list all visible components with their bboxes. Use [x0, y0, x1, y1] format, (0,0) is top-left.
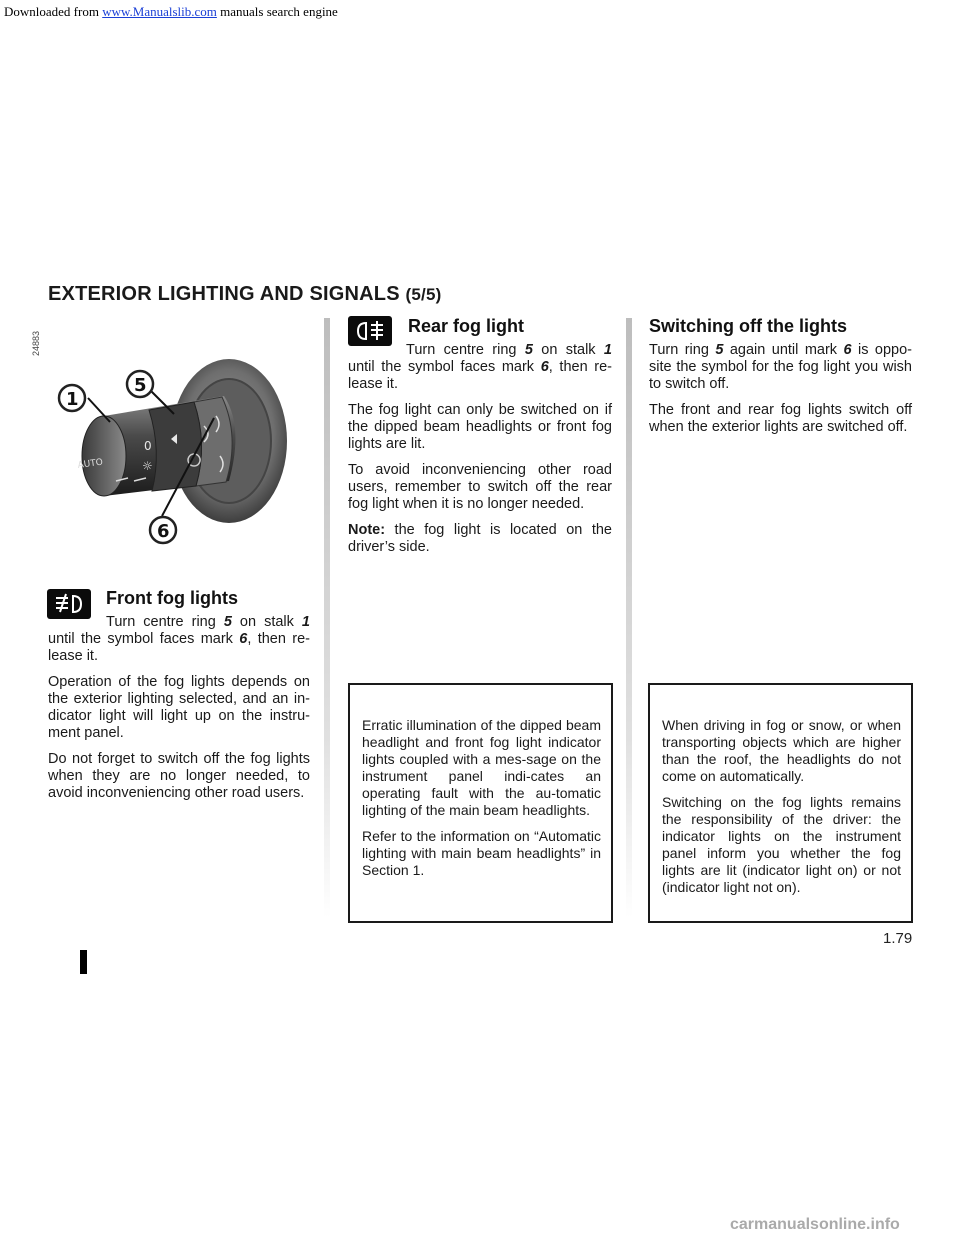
section-part: (5/5)	[405, 285, 442, 304]
note-middle-text-1: Erratic illumination of the dipped beam headlight and front fog light indicator lights coupled with a mes-sage on the instrument panel indi-cates an operating fault with the au-tomatic lighting of the main beam headlights.	[362, 717, 601, 818]
rear-fog-condition: The fog light can only be switched on if the dipped beam headlights or front fog lights are lit.	[348, 402, 612, 452]
header-suffix: manuals search engine	[220, 4, 338, 19]
section-title-text: EXTERIOR LIGHTING AND SIGNALS	[48, 283, 400, 305]
section-title	[48, 283, 441, 306]
note-box-middle	[348, 683, 613, 923]
switch-off-instruction: Turn ring 5 again until mark 6 is oppo-site the symbol for the fog light you wish to switch off.	[649, 342, 912, 392]
rear-fog-note: Note: the fog light is located on the driver’s side.	[348, 522, 612, 555]
manualslib-link[interactable]: www.Manualslib.com	[102, 4, 217, 19]
stalk-auto-label: AUTO	[77, 457, 104, 471]
figure-code: 24883	[31, 330, 41, 356]
front-fog-heading: Front fog lights	[106, 588, 238, 608]
callout-6-label: 6	[157, 521, 170, 542]
download-header	[4, 4, 338, 20]
note-middle-text-2: Refer to the information on “Automatic lighting with main beam headlights” in Section 1.	[362, 828, 601, 878]
switch-off-heading: Switching off the lights	[649, 316, 847, 336]
rear-fog-reminder: To avoid inconveniencing other road users, remember to switch off the rear fog light when it is no longer needed.	[348, 462, 612, 512]
column-divider-right	[626, 318, 632, 918]
front-fog-instruction: Turn centre ring 5 on stalk 1 until the symbol faces mark 6, then re-lease it.	[48, 614, 310, 664]
sidelight-symbol-icon: ☼	[142, 459, 153, 473]
footer-watermark: carmanualsonline.info	[730, 1216, 900, 1233]
page-edge-mark	[80, 950, 87, 974]
stalk-illustration	[44, 356, 306, 546]
front-fog-reminder: Do not forget to switch off the fog lights when they are no longer needed, to avoid inconveniencing other road users.	[48, 751, 310, 801]
switch-off-body	[649, 342, 912, 445]
callout-1-label: 1	[66, 389, 79, 410]
rear-fog-body	[348, 342, 612, 565]
note-right-text-2: Switching on the fog lights remains the responsibility of the driver: the indicator lights on the instrument panel inform you whether the fog lights are lit (indicator light on) or not (indicator light not on).	[662, 794, 901, 895]
rear-fog-heading: Rear fog light	[408, 316, 524, 336]
switch-off-behaviour: The front and rear fog lights switch off when the exterior lights are switched off.	[649, 402, 912, 435]
callout-5-label: 5	[134, 375, 147, 396]
front-fog-body	[48, 614, 310, 811]
rear-fog-instruction: Turn centre ring 5 on stalk 1 until the symbol faces mark 6, then re-lease it.	[348, 342, 612, 392]
front-fog-operation: Operation of the fog lights depends on the exterior lighting selected, and an in-dicator light will light up on the instru-ment panel.	[48, 674, 310, 741]
column-divider-left	[324, 318, 330, 918]
note-box-right	[648, 683, 913, 923]
page-number: 1.79	[883, 930, 913, 947]
off-symbol-icon: 0	[144, 439, 152, 453]
header-prefix: Downloaded from	[4, 4, 99, 19]
note-right-text-1: When driving in fog or snow, or when transporting objects which are higher than the roof, the headlights do not come on automatically.	[662, 717, 901, 784]
